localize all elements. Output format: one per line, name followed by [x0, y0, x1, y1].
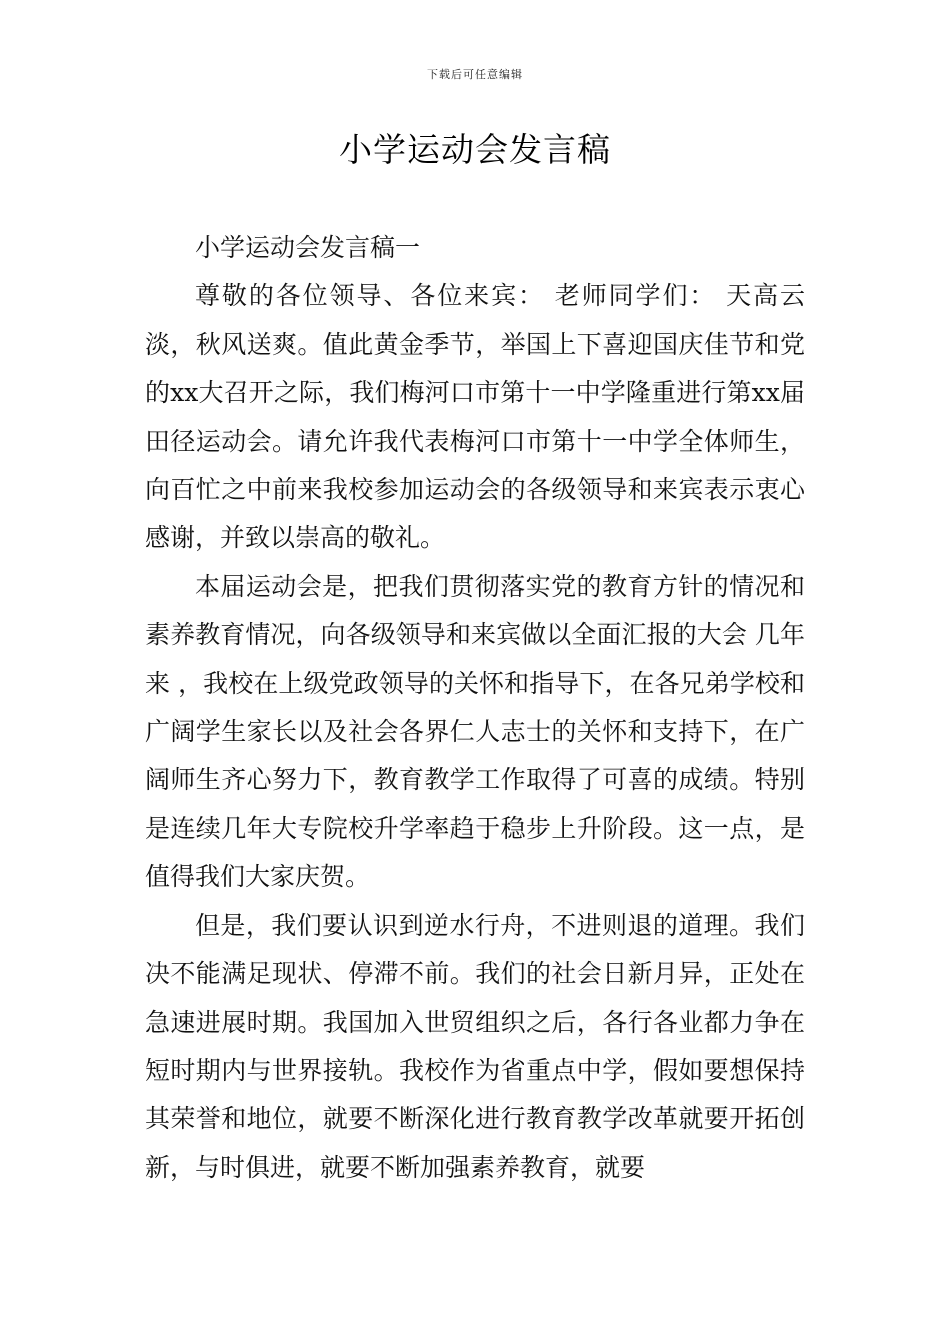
- paragraph-reform: 但是，我们要认识到逆水行舟，不进则退的道理。我们决不能满足现状、停滞不前。我们的社会日新月异，正处在急速进展时期。我国加入世贸组织之后，各行各业都力争在短时期内与世界接轨。我校作为省重点中学，假如要想保持其荣誉和地位，就要不断深化进行教育教学改革就要开拓创新，与时俱进，就要不断加强素养教育，就要: [145, 910, 805, 1182]
- paragraph-greeting: 尊敬的各位领导、各位来宾： 老师同学们： 天高云淡，秋风送爽。值此黄金季节，举国上下喜迎国庆佳节和党的xx大召开之际，我们梅河口市第十一中学隆重进行第xx届田径运动会。请允许我代表梅河口市第十一中学全体师生，向百忙之中前来我校参加运动会的各级领导和来宾表示衷心感谢，并致以崇高的敬礼。: [145, 281, 805, 553]
- section-heading: 小学运动会发言稿一: [195, 233, 421, 262]
- page-title: 小学运动会发言稿: [339, 130, 611, 169]
- header-note: 下载后可任意编辑: [427, 68, 523, 81]
- document-body: [145, 224, 805, 1192]
- paragraph-achievements: 本届运动会是，把我们贯彻落实党的教育方针的情况和素养教育情况，向各级领导和来宾做以全面汇报的大会 几年来 ，我校在上级党政领导的关怀和指导下，在各兄弟学校和广阔学生家长以及社会各界仁人志士的关怀和支持下，在广阔师生齐心努力下，教育教学工作取得了可喜的成绩。特别是连续几年大专院校升学率趋于稳步上升阶段。这一点，是值得我们大家庆贺。: [145, 571, 805, 892]
